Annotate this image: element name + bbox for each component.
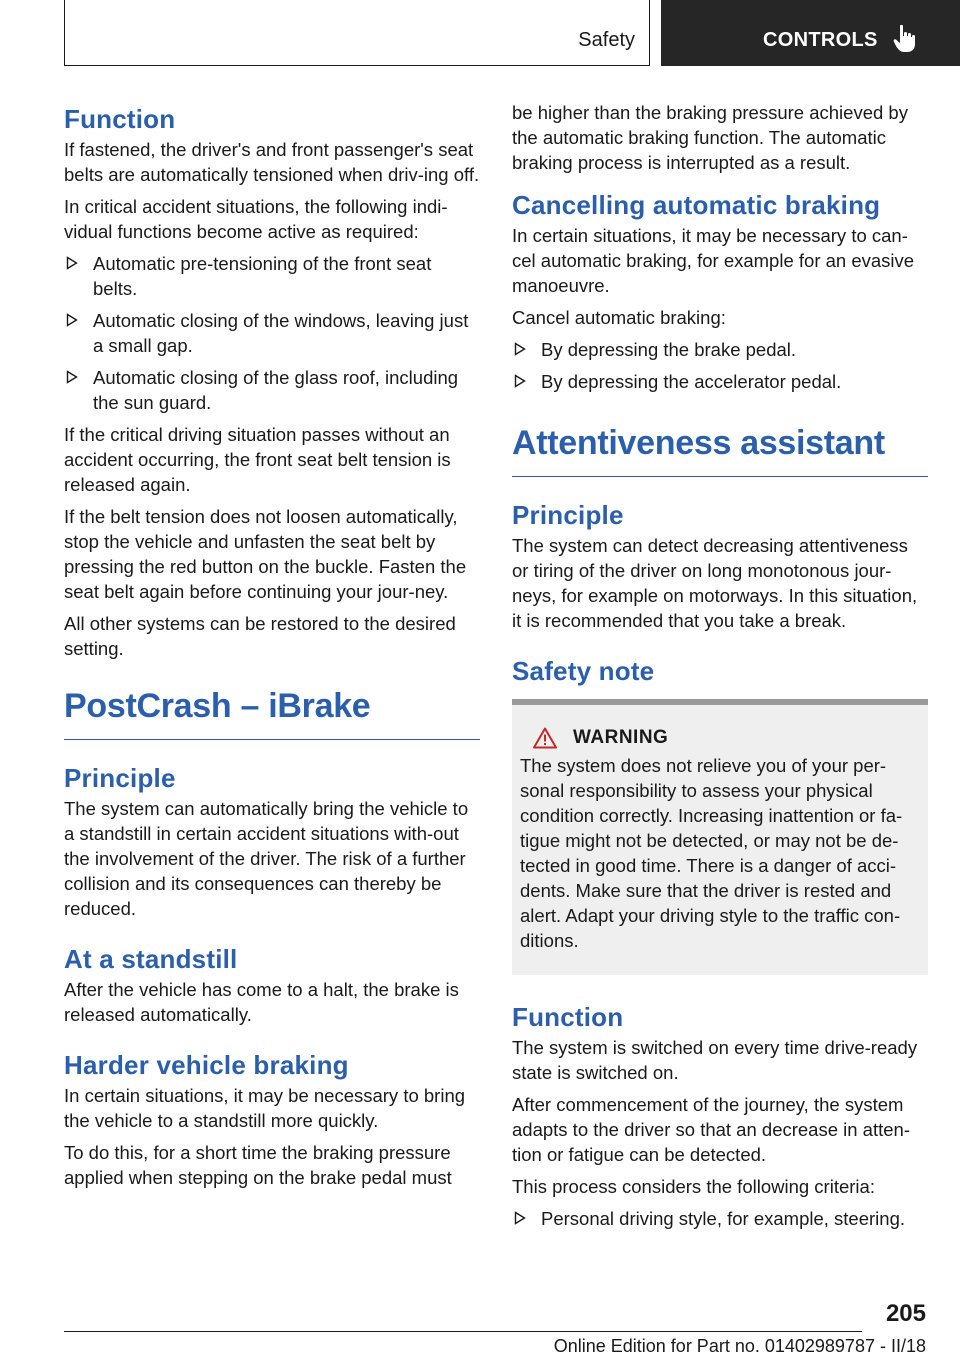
paragraph: After commencement of the journey, the system adapts to the driver so that an decrease in atten-tion or fatigue can be detected.	[512, 1094, 910, 1165]
paragraph: In certain situations, it may be necessary to bring the vehicle to a standstill more quickly.	[64, 1085, 466, 1131]
paragraph: be higher than the braking pressure achieved by the automatic braking function. The automatic braking process is interrupted as a result.	[512, 102, 908, 173]
right-column	[512, 100, 928, 1238]
header-chapter-label: CONTROLS	[763, 29, 878, 51]
chapter-heading-attentiveness: Attentiveness assistant	[512, 422, 928, 477]
footer-edition-text: Online Edition for Part no. 01402989787 - II/18	[553, 1336, 926, 1356]
bullet-triangle-icon	[66, 313, 78, 327]
paragraph: In certain situations, it may be necessary to can-cel automatic braking, for example for an evasive manoeuvre.	[512, 225, 915, 296]
list-item-text: By depressing the accelerator pedal.	[541, 371, 842, 392]
list-item	[64, 365, 480, 415]
header-section-box	[64, 0, 650, 66]
section-heading-function: Function	[512, 1002, 624, 1032]
list-item-text: Automatic pre-tensioning of the front seat belts.	[93, 253, 432, 299]
bullet-triangle-icon	[514, 374, 526, 388]
list-item-text: Automatic closing of the windows, leaving just a small gap.	[93, 310, 469, 356]
bullet-triangle-icon	[514, 342, 526, 356]
paragraph: If fastened, the driver's and front passenger's seat belts are automatically tensioned when driv-ing off.	[64, 139, 480, 185]
bullet-triangle-icon	[66, 256, 78, 270]
footer-divider	[64, 1331, 862, 1332]
list-item	[512, 369, 928, 394]
section-heading-function: Function	[64, 104, 176, 134]
left-column	[64, 100, 480, 1197]
list-item-text: Automatic closing of the glass roof, including the sun guard.	[93, 367, 459, 413]
section-heading-principle: Principle	[512, 500, 624, 530]
list-item	[64, 308, 480, 358]
warning-triangle-icon	[533, 727, 557, 749]
warning-header	[520, 727, 920, 749]
bullet-list	[512, 1206, 928, 1231]
bullet-triangle-icon	[66, 370, 78, 384]
warning-text: The system does not relieve you of your per-sonal responsibility to assess your physical condition correctly. Increasing inattention or fa-tigue might not be detected, or may not be de-tected in good time. There is a danger of acci-dents. Make sure that the driver is rested and alert. Adapt your driving style to the traffic con-ditions.	[520, 755, 903, 951]
paragraph: If the critical driving situation passes without an accident occurring, the front seat belt tension is released again.	[64, 424, 451, 495]
hand-pointer-icon	[893, 24, 919, 54]
page-number: 205	[885, 1300, 926, 1327]
section-heading-safety-note: Safety note	[512, 656, 655, 686]
warning-title: WARNING	[573, 727, 669, 748]
paragraph: In critical accident situations, the following indi-vidual functions become active as required:	[64, 196, 448, 242]
paragraph: This process considers the following criteria:	[512, 1176, 875, 1197]
chapter-heading-postcrash: PostCrash – iBrake	[64, 685, 480, 740]
paragraph: The system can automatically bring the vehicle to a standstill in certain accident situations with-out the involvement of the driver. The risk of a further collision and its consequences can thereby be reduced.	[64, 798, 469, 919]
paragraph: All other systems can be restored to the desired setting.	[64, 613, 456, 659]
paragraph: The system can detect decreasing attentiveness or tiring of the driver on long monotonous jour-neys, for example on motorways. In this situation, it is recommended that you take a break.	[512, 535, 918, 631]
paragraph: The system is switched on every time drive-ready state is switched on.	[512, 1037, 918, 1083]
list-item-text: Personal driving style, for example, steering.	[541, 1208, 906, 1229]
paragraph: If the belt tension does not loosen automatically, stop the vehicle and unfasten the seat belt by pressing the red button on the buckle. Fasten the seat belt again before continuing your jour-ney.	[64, 506, 467, 602]
list-item-text: By depressing the brake pedal.	[541, 339, 797, 360]
header-chapter-tab	[661, 0, 960, 66]
bullet-triangle-icon	[514, 1211, 526, 1225]
section-heading-principle: Principle	[64, 763, 176, 793]
list-item	[512, 1206, 928, 1231]
bullet-list	[512, 337, 928, 394]
paragraph: After the vehicle has come to a halt, the brake is released automatically.	[64, 979, 459, 1025]
section-heading-standstill: At a standstill	[64, 944, 238, 974]
bullet-list	[64, 251, 480, 415]
paragraph: To do this, for a short time the braking pressure applied when stepping on the brake pedal must	[64, 1142, 452, 1188]
section-heading-harder-braking: Harder vehicle braking	[64, 1050, 349, 1080]
section-heading-cancelling: Cancelling automatic braking	[512, 190, 881, 220]
paragraph: Cancel automatic braking:	[512, 307, 726, 328]
header-section-title: Safety	[578, 29, 635, 51]
warning-box	[512, 699, 928, 975]
list-item	[512, 337, 928, 362]
list-item	[64, 251, 480, 301]
